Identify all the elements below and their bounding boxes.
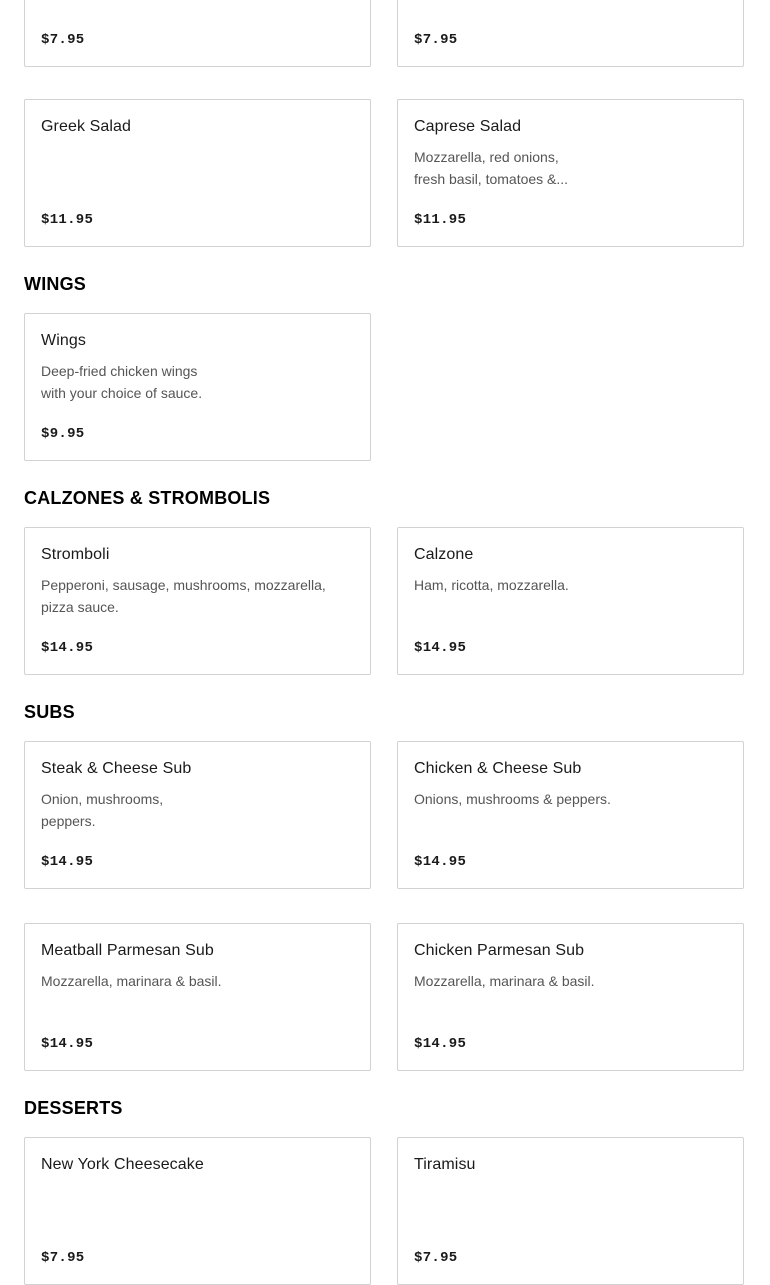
- item-description: Ham, ricotta, mozzarella.: [414, 577, 569, 593]
- section-title-subs: SUBS: [24, 702, 75, 722]
- item-price: $11.95: [41, 212, 94, 228]
- item-description: Onion, mushrooms, peppers.: [41, 791, 164, 829]
- item-description: Pepperoni, sausage, mushrooms, mozzarella, pizza sauce.: [41, 577, 326, 615]
- item-price: $7.95: [41, 1250, 85, 1266]
- item-price: $7.95: [414, 32, 458, 48]
- menu-item-card[interactable]: [397, 923, 744, 1071]
- item-name: Chicken & Cheese Sub: [414, 760, 582, 777]
- menu-item-card[interactable]: [24, 923, 371, 1071]
- item-price: $14.95: [41, 854, 94, 870]
- menu-item-card[interactable]: [24, 0, 371, 67]
- item-price: $14.95: [414, 1036, 467, 1052]
- item-name: Tiramisu: [414, 1156, 476, 1173]
- menu-item-card[interactable]: [24, 527, 371, 675]
- item-name: Stromboli: [41, 546, 110, 563]
- menu-item-card[interactable]: [24, 741, 371, 889]
- item-name: Wings: [41, 332, 86, 349]
- item-description: Mozzarella, red onions, fresh basil, tomatoes &...: [414, 149, 569, 187]
- menu-item-card[interactable]: [24, 1137, 371, 1285]
- item-price: $14.95: [414, 640, 467, 656]
- item-price: $14.95: [414, 854, 467, 870]
- item-name: Chicken Parmesan Sub: [414, 942, 585, 959]
- section-title-desserts: DESSERTS: [24, 1098, 123, 1118]
- item-name: Greek Salad: [41, 118, 132, 135]
- section-title-wings: WINGS: [24, 274, 86, 294]
- item-price: $14.95: [41, 1036, 94, 1052]
- menu-item-card[interactable]: [397, 99, 744, 247]
- item-price: $9.95: [41, 426, 85, 442]
- item-description: Deep-fried chicken wings with your choice of sauce.: [41, 363, 203, 401]
- item-price: $7.95: [41, 32, 85, 48]
- item-price: $7.95: [414, 1250, 458, 1266]
- menu-item-card[interactable]: [397, 741, 744, 889]
- item-description: Onions, mushrooms & peppers.: [414, 791, 611, 807]
- item-price: $14.95: [41, 640, 94, 656]
- item-name: New York Cheesecake: [41, 1156, 204, 1173]
- menu-item-card[interactable]: [397, 527, 744, 675]
- menu-item-card[interactable]: [24, 313, 371, 461]
- item-description: Mozzarella, marinara & basil.: [41, 973, 222, 989]
- menu-item-card[interactable]: [397, 1137, 744, 1285]
- menu-item-card[interactable]: [397, 0, 744, 67]
- item-name: Calzone: [414, 546, 474, 563]
- item-description: Mozzarella, marinara & basil.: [414, 973, 595, 989]
- item-name: Meatball Parmesan Sub: [41, 942, 214, 959]
- item-name: Caprese Salad: [414, 118, 522, 135]
- item-price: $11.95: [414, 212, 467, 228]
- section-title-calzones: CALZONES & STROMBOLIS: [24, 488, 271, 508]
- menu-item-card[interactable]: [24, 99, 371, 247]
- item-name: Steak & Cheese Sub: [41, 760, 192, 777]
